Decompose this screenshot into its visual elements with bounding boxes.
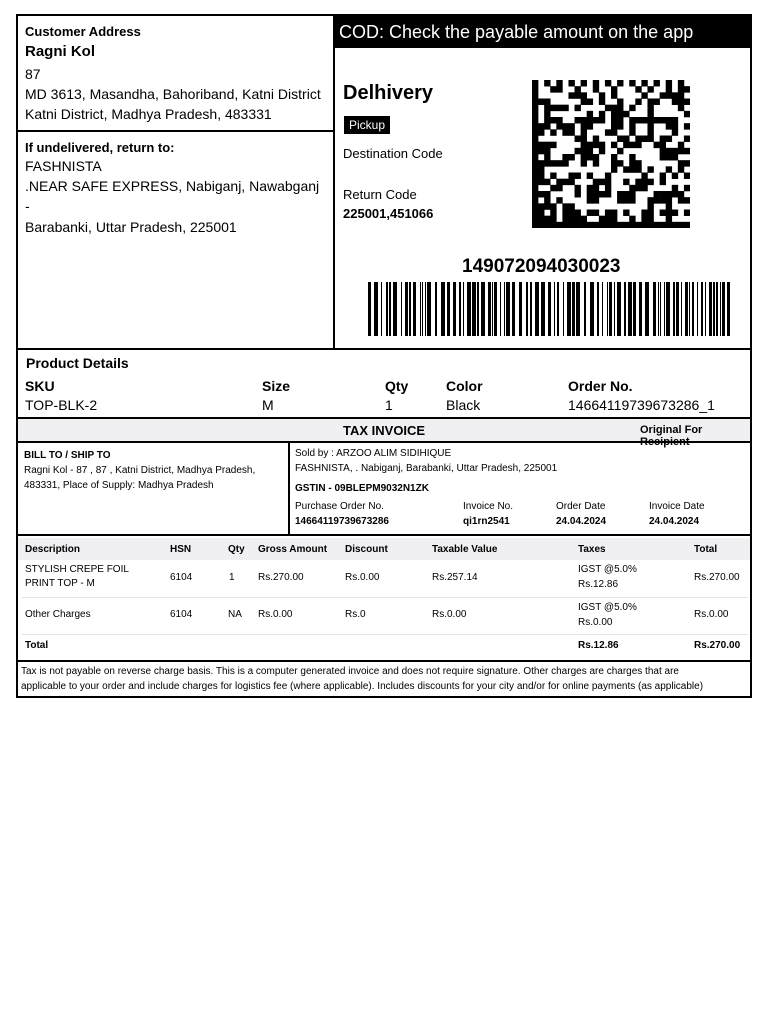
item-tax-rate: IGST @5.0% (578, 602, 637, 613)
return-address-line4: Barabanki, Uttar Pradesh, 225001 (25, 219, 237, 235)
customer-address-line3: Katni District, Madhya Pradesh, 483331 (25, 106, 272, 122)
courier-name: Delhivery (343, 82, 434, 104)
item-taxable: Rs.257.14 (432, 572, 478, 583)
product-qty: 1 (385, 397, 393, 413)
product-header-color: Color (446, 378, 483, 394)
destination-code-label: Destination Code (343, 146, 443, 161)
seller-address: FASHNISTA, . Nabiganj, Barabanki, Uttar Pradesh, 225001 (295, 463, 558, 474)
col-taxable-value: Taxable Value (432, 544, 498, 555)
invoice-date-label: Invoice Date (649, 501, 705, 512)
bill-to-line1: Ragni Kol - 87 , 87 , Katni District, Madhya Pradesh, (24, 465, 256, 476)
item-hsn: 6104 (170, 572, 193, 583)
product-color: Black (446, 397, 481, 413)
divider (288, 443, 290, 535)
return-code-label: Return Code (343, 187, 417, 202)
item-description: Other Charges (25, 609, 91, 620)
divider (18, 534, 750, 536)
divider (18, 441, 750, 443)
invoice-no-label: Invoice No. (463, 501, 514, 512)
product-order-no: 14664119739673286_1 (568, 397, 715, 413)
return-address-line3: - (25, 198, 30, 214)
bill-to-heading: BILL TO / SHIP TO (24, 450, 111, 461)
item-tax-amount: Rs.0.00 (578, 617, 613, 628)
item-qty: 1 (229, 572, 235, 583)
purchase-order-no: 14664119739673286 (295, 516, 389, 527)
purchase-order-label: Purchase Order No. (295, 501, 384, 512)
customer-name: Ragni Kol (25, 43, 95, 60)
customer-address-heading: Customer Address (25, 24, 141, 39)
item-taxable: Rs.0.00 (432, 609, 467, 620)
cod-banner: COD: Check the payable amount on the app (335, 16, 752, 48)
col-discount: Discount (345, 544, 388, 555)
product-header-size: Size (262, 378, 291, 394)
seller-sold-by: Sold by : ARZOO ALIM SIDIHIQUE (295, 448, 452, 459)
divider (18, 348, 750, 350)
tax-invoice-title: TAX INVOICE (343, 423, 426, 438)
divider (333, 16, 335, 350)
item-gross: Rs.270.00 (258, 572, 304, 583)
col-total: Total (694, 544, 718, 555)
total-amount: Rs.270.00 (694, 640, 741, 651)
product-header-sku: SKU (25, 378, 55, 394)
tax-invoice-header (18, 419, 750, 441)
item-tax-rate: IGST @5.0% (578, 564, 637, 575)
seller-gstin: GSTIN - 09BLEPM9032N1ZK (295, 483, 429, 494)
product-header-qty: Qty (385, 378, 409, 394)
item-discount: Rs.0.00 (345, 572, 380, 583)
total-label: Total (25, 640, 49, 651)
order-date: 24.04.2024 (556, 516, 607, 527)
order-date-label: Order Date (556, 501, 606, 512)
product-details-heading: Product Details (26, 355, 129, 371)
invoice-date: 24.04.2024 (649, 516, 700, 527)
divider (18, 130, 335, 132)
item-description-line2: PRINT TOP - M (25, 578, 95, 589)
product-size: M (262, 397, 274, 413)
pickup-badge: Pickup (344, 116, 390, 134)
qr-code-icon (532, 80, 690, 228)
total-tax: Rs.12.86 (578, 640, 619, 651)
product-header-order-no: Order No. (568, 378, 633, 394)
footer-line2: applicable to your order and include charges for logistics fee (where applicable). Includes discounts for your city and/or for online payments (as applicable) (21, 681, 704, 692)
barcode-icon (368, 282, 732, 336)
invoice-copy-label: Original For (640, 424, 703, 436)
awb-number: 149072094030023 (462, 256, 621, 277)
col-taxes: Taxes (578, 544, 606, 555)
return-code: 225001,451066 (343, 206, 434, 221)
item-gross: Rs.0.00 (258, 609, 293, 620)
col-qty: Qty (228, 544, 245, 555)
return-address-heading: If undelivered, return to: (25, 140, 175, 155)
return-address-line2: .NEAR SAFE EXPRESS, Nabiganj, Nawabganj (25, 178, 320, 194)
col-hsn: HSN (170, 544, 192, 555)
divider (22, 597, 748, 598)
col-description: Description (25, 544, 81, 555)
invoice-no: qi1rn2541 (463, 516, 510, 527)
item-hsn: 6104 (170, 609, 193, 620)
product-sku: TOP-BLK-2 (25, 397, 98, 413)
item-qty: NA (228, 609, 242, 620)
col-gross-amount: Gross Amount (258, 544, 328, 555)
customer-address-line2: MD 3613, Masandha, Bahoriband, Katni District (25, 86, 321, 102)
item-total: Rs.0.00 (694, 609, 729, 620)
item-description-line1: STYLISH CREPE FOIL (25, 564, 129, 575)
return-address-line1: FASHNISTA (25, 158, 102, 174)
item-tax-amount: Rs.12.86 (578, 579, 619, 590)
divider (22, 634, 748, 635)
divider (18, 660, 750, 662)
footer-line1: Tax is not payable on reverse charge basis. This is a computer generated invoice and does not require signature. Other charges are charges that are (21, 666, 679, 677)
shipping-label (16, 14, 752, 698)
customer-address-line1: 87 (25, 66, 41, 82)
bill-to-line2: 483331, Place of Supply: Madhya Pradesh (24, 480, 214, 491)
item-total: Rs.270.00 (694, 572, 740, 583)
items-table-header (18, 538, 750, 560)
item-discount: Rs.0 (345, 609, 366, 620)
